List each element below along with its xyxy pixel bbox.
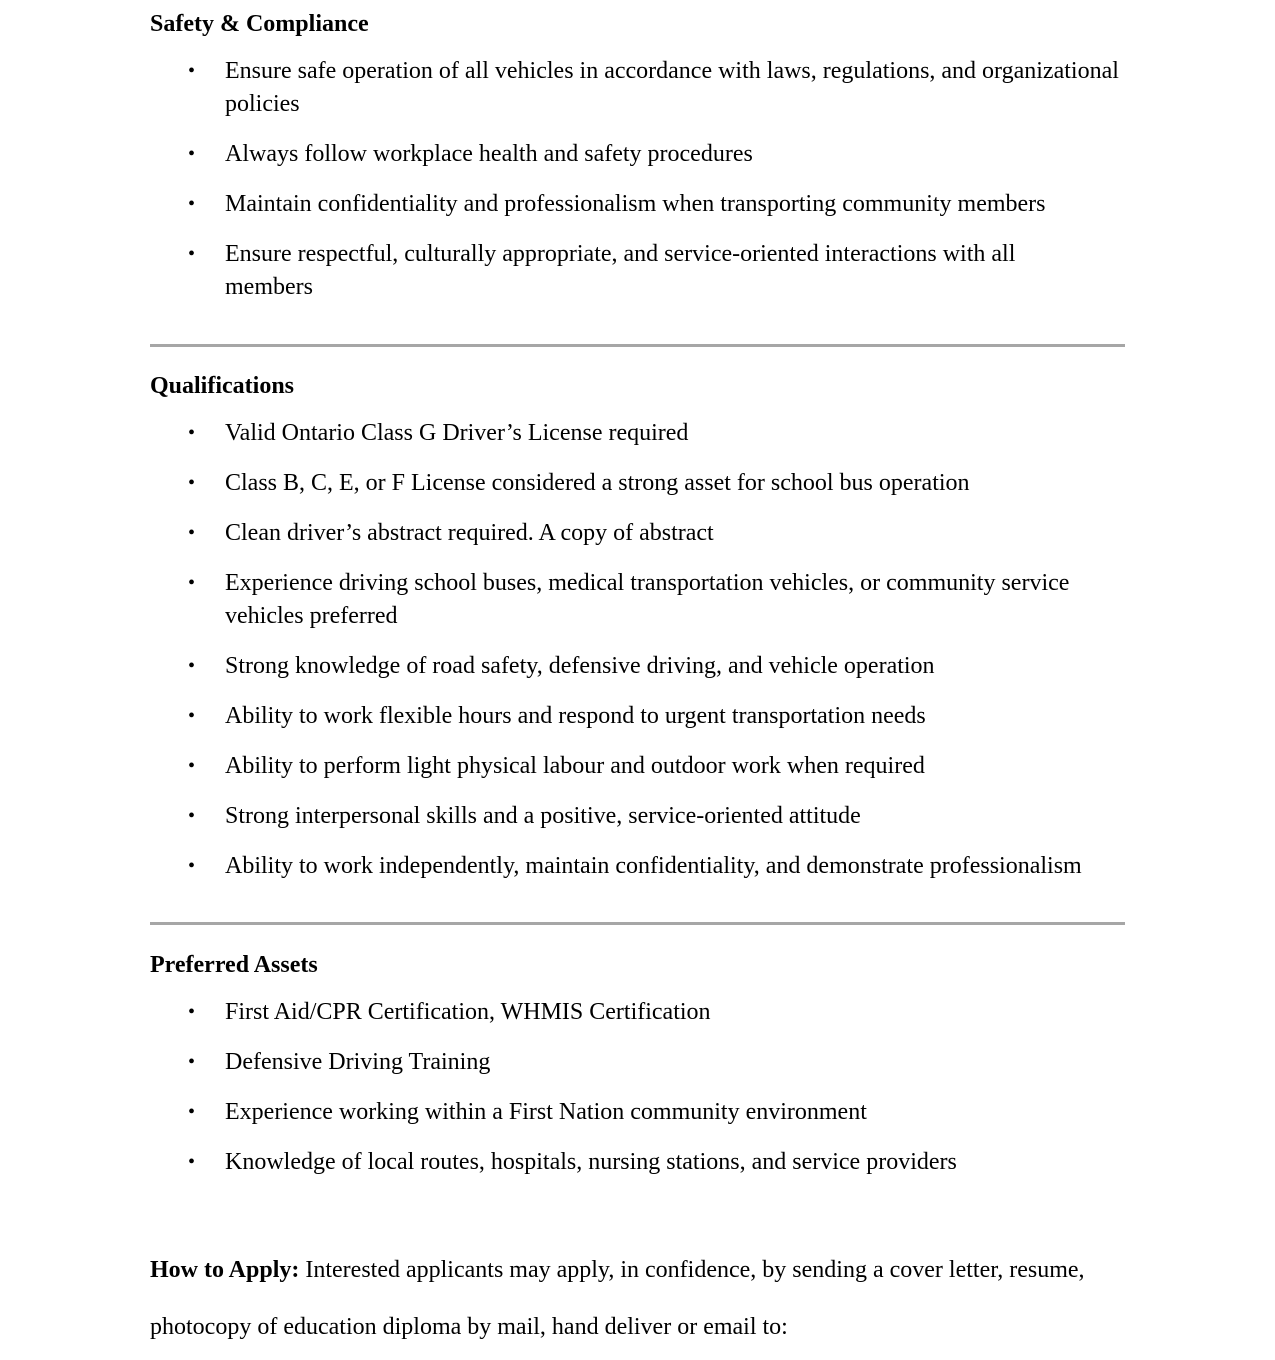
list-item — [150, 417, 1125, 450]
bullet-icon: • — [188, 1151, 196, 1173]
list-item-text: Defensive Driving Training — [225, 1049, 491, 1075]
bullet-icon: • — [188, 1101, 196, 1123]
list-item — [150, 750, 1125, 783]
qualifications-list — [150, 417, 1125, 883]
list-item — [150, 567, 1125, 633]
how-to-apply-paragraph — [150, 1242, 1135, 1356]
list-item-text: Experience working within a First Nation community environment — [225, 1099, 867, 1125]
list-item-text: Ensure safe operation of all vehicles in accordance with laws, regulations, and organizational policies — [225, 58, 1119, 117]
list-item-text: Experience driving school buses, medical transportation vehicles, or community service vehicles preferred — [225, 570, 1070, 629]
bullet-icon: • — [188, 1051, 196, 1073]
bullet-icon: • — [188, 1001, 196, 1023]
list-item — [150, 517, 1125, 550]
assets-heading: Preferred Assets — [150, 952, 318, 978]
list-item — [150, 1096, 1125, 1129]
list-item — [150, 238, 1125, 304]
list-item — [150, 467, 1125, 500]
bullet-icon: • — [188, 805, 196, 827]
qualifications-heading: Qualifications — [150, 373, 295, 399]
list-item-text: First Aid/CPR Certification, WHMIS Certification — [225, 999, 711, 1025]
bullet-icon: • — [188, 755, 196, 777]
list-item-text: Knowledge of local routes, hospitals, nursing stations, and service providers — [225, 1149, 957, 1175]
safety-heading: Safety & Compliance — [150, 11, 369, 37]
list-item — [150, 650, 1125, 683]
list-item — [150, 850, 1125, 883]
list-item-text: Strong knowledge of road safety, defensive driving, and vehicle operation — [225, 653, 935, 679]
assets-list — [150, 996, 1125, 1179]
list-item-text: Ability to work flexible hours and respond to urgent transportation needs — [225, 703, 926, 729]
bullet-icon: • — [188, 60, 196, 82]
list-item-text: Clean driver’s abstract required. A copy of abstract — [225, 520, 714, 546]
list-item-text: Ability to work independently, maintain confidentiality, and demonstrate professionalism — [225, 853, 1082, 879]
list-item-text: Ensure respectful, culturally appropriate, and service-oriented interactions with all members — [225, 241, 1016, 300]
safety-list — [150, 55, 1125, 304]
list-item-text: Always follow workplace health and safety procedures — [225, 141, 753, 167]
list-item — [150, 55, 1125, 121]
bullet-icon: • — [188, 193, 196, 215]
how-to-apply-text: Interested applicants may apply, in confidence, by sending a cover letter, resume, photocopy of education diploma by mail, hand deliver or email to: — [150, 1257, 1085, 1340]
safety-section — [150, 9, 1125, 304]
bullet-icon: • — [188, 522, 196, 544]
bullet-icon: • — [188, 243, 196, 265]
list-item-text: Strong interpersonal skills and a positive, service-oriented attitude — [225, 803, 861, 829]
section-divider — [150, 922, 1125, 925]
list-item — [150, 1046, 1125, 1079]
bullet-icon: • — [188, 472, 196, 494]
qualifications-section — [150, 371, 1125, 883]
list-item-text: Valid Ontario Class G Driver’s License required — [225, 420, 689, 446]
bullet-icon: • — [188, 143, 196, 165]
section-divider — [150, 344, 1125, 347]
list-item-text: Class B, C, E, or F License considered a strong asset for school bus operation — [225, 470, 970, 496]
list-item — [150, 1146, 1125, 1179]
bullet-icon: • — [188, 655, 196, 677]
bullet-icon: • — [188, 705, 196, 727]
list-item — [150, 800, 1125, 833]
list-item — [150, 996, 1125, 1029]
list-item-text: Ability to perform light physical labour and outdoor work when required — [225, 753, 925, 779]
list-item — [150, 188, 1125, 221]
list-item — [150, 138, 1125, 171]
list-item-text: Maintain confidentiality and professionalism when transporting community members — [225, 191, 1046, 217]
how-to-apply-label: How to Apply: — [150, 1257, 300, 1283]
assets-section — [150, 950, 1125, 1179]
bullet-icon: • — [188, 572, 196, 594]
bullet-icon: • — [188, 855, 196, 877]
bullet-icon: • — [188, 422, 196, 444]
list-item — [150, 700, 1125, 733]
